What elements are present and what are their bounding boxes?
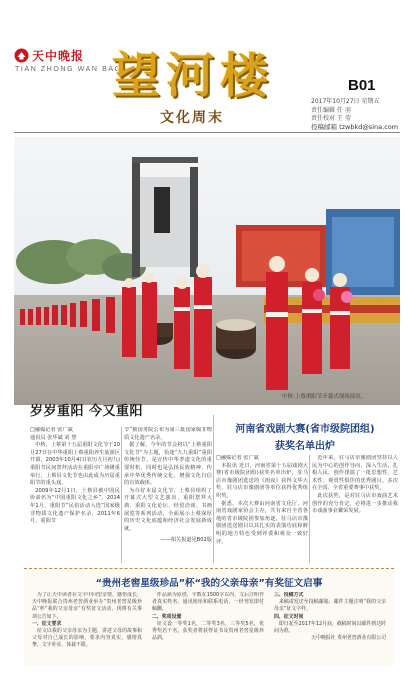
lead-paragraph: 节”被国务院公布为第三批国家级非物质文化遗产名录。 (124, 427, 212, 441)
contest-paragraph: 征文设一等奖1名，二等奖3名，三等奖5名，优秀奖若干名，获奖者将获得证书及贵州老窖星级珍品酒。 (152, 620, 264, 642)
side-headline (214, 420, 396, 452)
contest-organizers: 天中晚报社 贵州老窖酒业有限公司 (311, 635, 386, 642)
side-paragraph: 此次获奖，是对驻马店市戏曲艺术创作的充分肯定，必将进一步推动我市戏曲事业繁荣发展。 (312, 492, 398, 515)
contest-paragraph: 征文以我的父亲母亲为主题，讲述父母的故事和父母对自己成长的影响，要求内容真实，感情真挚，文字朴实，体裁不限。 (32, 628, 142, 649)
contest-paragraph: 作品须为原创，字数在1500字以内，文后注明作者真实姓名、通讯地址和联系电话，一经刊发即付稿酬。 (152, 592, 264, 613)
lead-story-column-2 (124, 427, 212, 563)
proof-line: 责任校对 王 莹 (311, 115, 351, 122)
lead-paragraph: 据了解，今年的节会将以“上蔡重阳文化节”为主题，恰逢“九九重阳”重阳传统佳节，是宣传中华孝道文化的重要时机，同时也是弘扬民族精神、传承中华优秀传统文化、增强文化自信的有效载体。 (124, 442, 212, 487)
side-story-column-2 (312, 455, 398, 563)
side-headline-line-2: 获奖名单出炉 (275, 441, 335, 452)
side-byline: □融媒记者 张广斌 (216, 455, 259, 461)
column-divider (121, 427, 122, 563)
page-number: B01 (348, 77, 376, 94)
side-headline-line-1: 河南省戏剧大赛(省市级院团组) (235, 424, 375, 435)
essay-contest-notice (24, 568, 394, 666)
photo-caption: 中秋·上蔡重阳节开幕式现场演出。 (282, 394, 367, 400)
contest-paragraph: 来稿请发送至投稿邮箱，邮件主题注明“我的父亲母亲”征文字样。 (274, 599, 386, 613)
lead-paragraph: 中秋、上蔡第十五届重阳文化节于10月27日在中华重阳上蔡重阳养生旅游区开幕，2003年10月4日(农历九月初九)重阳节民间祭拜活动在重阳亭广场隆重举行，上蔡县文化节也由此成为历届重阳节的重头戏。 (30, 442, 120, 487)
related-report-link[interactable]: ——相关报道见B02版 (160, 537, 212, 544)
contest-subheading: 二、奖项设置 (152, 613, 182, 620)
logo-pinyin: TIAN ZHONG WAN BAO (15, 66, 122, 73)
logo-emblem-icon (14, 48, 29, 63)
lead-headline: 岁岁重阳 今又重阳 (30, 404, 144, 419)
hero-photo (14, 137, 400, 405)
side-story-column-1 (216, 455, 308, 563)
contest-paragraph: 为了让天中读者在文字中回望亲情、感悟成长，天中晚报联合贵州老窖酒业举办“贵州老窖星级珍品”杯“我的父亲母亲”有奖征文活动，现将有关事项公告如下。 (32, 592, 142, 620)
logo-name: 天中晚报 (32, 49, 85, 63)
lead-paragraph: 2009年12月1日，上蔡县被中国民协命名为“中国重阳文化之乡”，2014年1月，重阳节“民俗活动入选”国家级非物质文化遗产保护名录，2011年6月，重阳节 (30, 487, 120, 525)
contest-column-1 (32, 592, 142, 664)
lead-byline: □融媒记者 张广斌 (30, 427, 73, 433)
contest-subheading: 四、征文时间 (274, 613, 304, 620)
contest-paragraph: 即日起至2017年12月底，截稿时间以邮件到达时间为准。 (274, 620, 386, 635)
column-divider (309, 455, 310, 563)
submission-email: 投稿邮箱 tzwbkd@sina.com (311, 123, 399, 131)
date-line: 2017年10月27日 星期五 (311, 98, 380, 105)
lead-photo-credit: 通讯员 张华斌 刘 慧 (30, 434, 77, 441)
editor-line: 责任编辑 任 羽 (311, 106, 351, 114)
side-paragraph: 本报讯 近日，河南省第十五届戏剧大赛(省市级院团组)获奖名单出炉，驻马店市豫剧团选送的《雨夜》获得文华大奖，驻马店市豫剧团等单位获得优秀组织奖。 (216, 462, 308, 499)
contest-headline: “贵州老窖星级珍品”杯“我的父亲母亲”有奖征文启事 (95, 578, 323, 589)
side-paragraph: 近年来，驻马店市豫剧团坚持以人民为中心的创作导向，深入生活、扎根人民，创作排演了一批思想性、艺术性、观赏性俱佳的优秀剧目，多次在全国、全省重要赛事中获奖。 (312, 455, 398, 492)
side-paragraph: 据悉，本次大赛由河南省文化厅、河南省戏剧家协会主办，共有来自全省各地的省市级院团参加角逐，驻马店市豫剧团选送剧目以其扎实的表演功底和鲜明的地方特色受到评委和观众一致好评。 (216, 500, 308, 545)
edition-info (311, 98, 379, 124)
contest-subheading: 三、投稿方式 (274, 592, 304, 598)
contest-column-3 (274, 592, 386, 664)
newspaper-logo (14, 47, 122, 83)
lead-paragraph: 为办好本届文化节，上蔡县组织了开幕式大型文艺演出、重阳祭拜大典、重阳文化论坛、经贸洽谈、书画展览等系列活动，全面展示上蔡深厚的历史文化底蕴和经济社会发展新成就。 (124, 487, 212, 532)
lead-story-column-1 (30, 427, 120, 563)
contest-column-2 (152, 592, 264, 664)
masthead-divider (14, 132, 400, 133)
section-name: 文化周末 (160, 110, 224, 126)
contest-subheading: 一、征文要求 (32, 620, 62, 627)
page-title: 望河楼 (112, 48, 275, 104)
